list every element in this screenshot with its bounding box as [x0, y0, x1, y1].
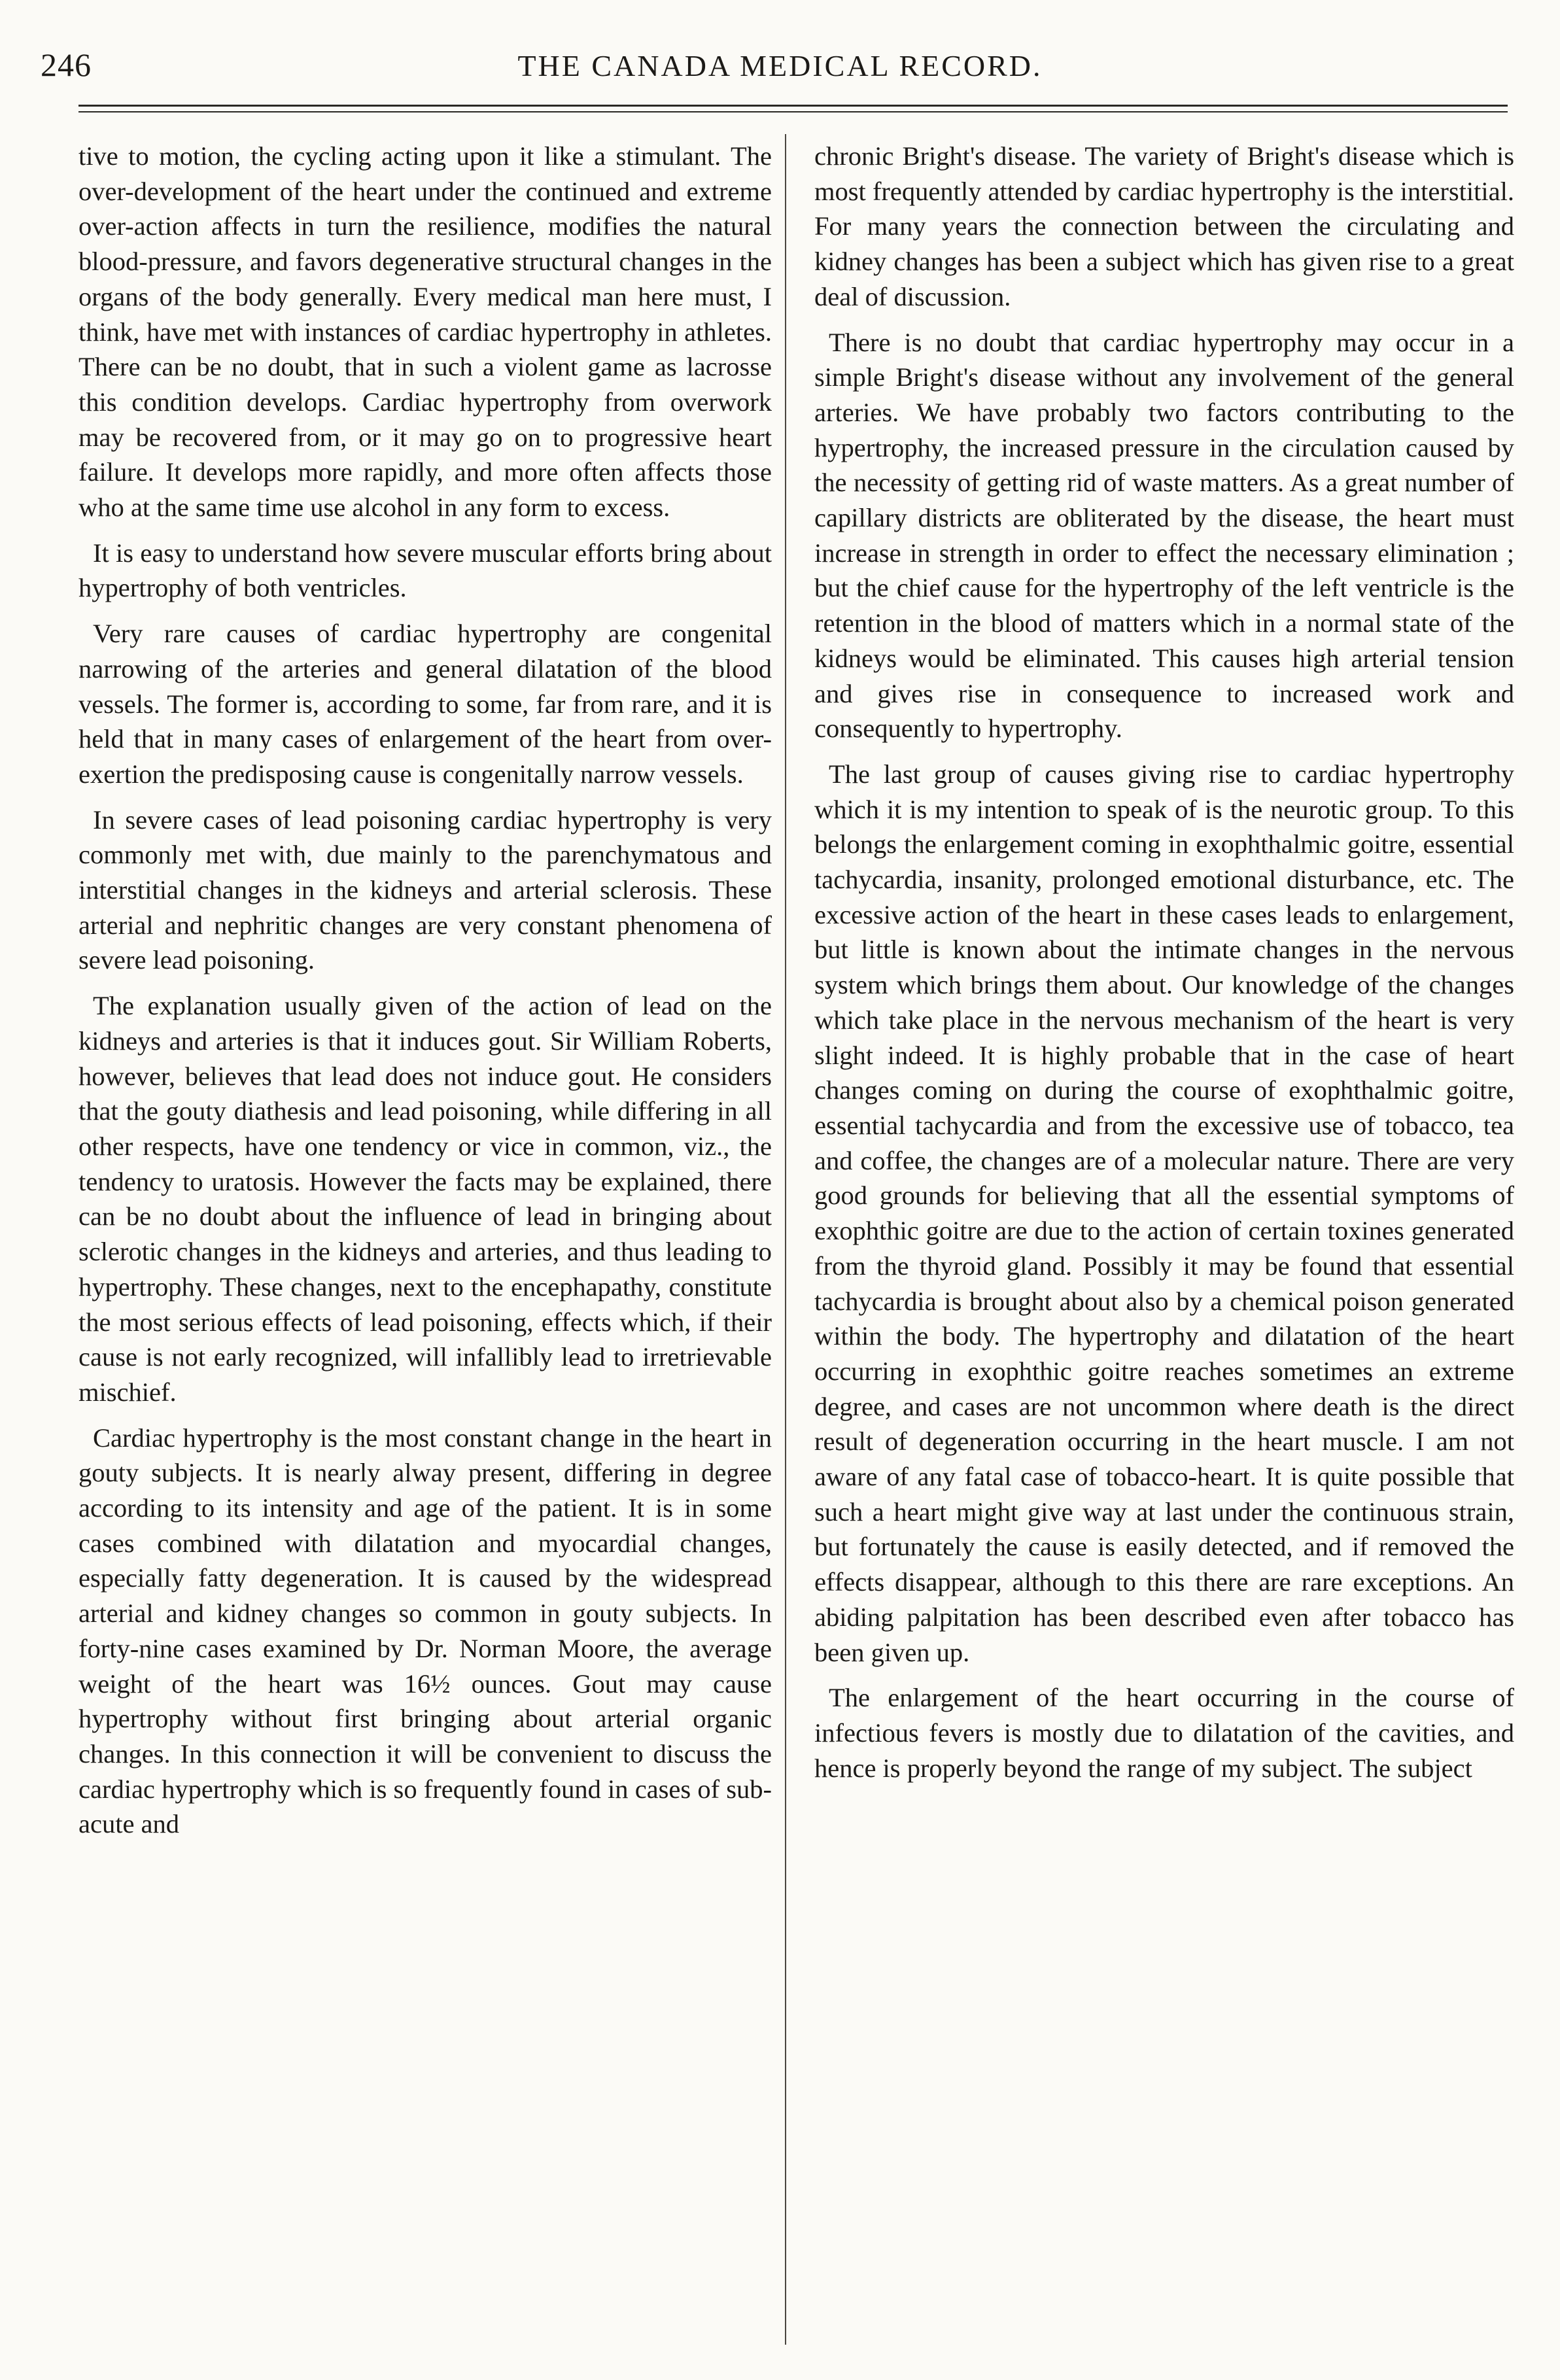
journal-title: THE CANADA MEDICAL RECORD. [517, 49, 1043, 82]
paragraph: The last group of causes giving rise to cardiac hypertrophy which it is my intention to speak of is the neurotic group. To this belongs the enlargement coming in exophthalmic goitre, essential tachycardia, insanity, prolonged emotional disturbance, etc. The excessive action of the heart in these cases leads to enlargement, but little is known about the intimate changes in the nervous system which brings them about. Our knowledge of the changes which take place in the nervous mechanism of the heart is very slight indeed. It is highly probable that in the case of heart changes coming on during the course of exophthalmic goitre, essential tachycardia and from the excessive use of tobacco, tea and coffee, the changes are of a molecular nature. There are very good grounds for believing that all the essential symptoms of exophthic goitre are due to the action of certain toxines generated from the thyroid gland. Possibly it may be found that essential tachycardia is brought about also by a chemical poison generated within the body. The hypertrophy and dilatation of the heart occurring in exophthic goitre reaches sometimes an extreme degree, and cases are not uncommon where death is the direct result of degeneration occurring in the heart muscle. I am not aware of any fatal case of tobacco-heart. It is quite possible that such a heart might give way at last under the continuous strain, but fortunately the cause is easily detected, and if removed the effects disappear, although to this there are rare exceptions. An abiding palpitation has been described even after tobacco has been given up. [814, 759, 1514, 1667]
right-column [814, 139, 1514, 2343]
page-header [39, 46, 1521, 92]
paragraph: Cardiac hypertrophy is the most constant change in the heart in gouty subjects. It is nearly alway present, differing in degree according to its intensity and age of the patient. It is in some cases combined with dilatation and myocardial changes, especially fatty degeneration. It is caused by the widespread arterial and kidney changes so common in gouty subjects. In forty-nine cases examined by Dr. Norman Moore, the average weight of the heart was 16½ ounces. Gout may cause hypertrophy without first bringing about arterial organic changes. In this connection it will be convenient to discuss the cardiac hypertrophy which is so frequently found in cases of sub-acute and [78, 1423, 772, 1839]
paragraph: tive to motion, the cycling acting upon it like a stimulant. The over-development of the heart under the continued and extreme over-action affects in turn the resilience, modifies the natural blood-pressure, and favors degenerative structural changes in the organs of the body generally. Every medical man here must, I think, have met with instances of cardiac hypertrophy in athletes. There can be no doubt, that in such a violent game as lacrosse this condition develops. Cardiac hypertrophy from overwork may be recovered from, or it may go on to progressive heart failure. It develops more rapidly, and more often affects those who at the same time use alcohol in any form to excess. [78, 141, 772, 523]
paragraph: Very rare causes of cardiac hypertrophy are congenital narrowing of the arteries and general dilatation of the blood vessels. The former is, according to some, far from rare, and it is held that in many cases of enlargement of the heart from over-exertion the predisposing cause is congenitally narrow vessels. [78, 619, 772, 789]
paragraph: There is no doubt that cardiac hypertrophy may occur in a simple Bright's disease without any involvement of the general arteries. We have probably two factors contributing to the hypertrophy, the increased pressure in the circulation caused by the necessity of getting rid of waste matters. As a great number of capillary districts are obliterated by the disease, the heart must increase in strength in order to effect the necessary elimination ; but the chief cause for the hypertrophy of the left ventricle is the retention in the blood of matters which in a normal state of the kidneys would be eliminated. This causes high arterial tension and gives rise in consequence to increased work and consequently to hypertrophy. [814, 327, 1514, 744]
left-column [78, 139, 772, 2343]
paragraph: In severe cases of lead poisoning cardiac hypertrophy is very commonly met with, due mainly to the parenchymatous and interstitial changes in the kidneys and arterial sclerosis. These arterial and nephritic changes are very constant phenomena of severe lead poisoning. [78, 804, 772, 975]
paragraph: chronic Bright's disease. The variety of Bright's disease which is most frequently attended by cardiac hypertrophy is the interstitial. For many years the connection between the circulating and kidney changes has been a subject which has given rise to a great deal of discussion. [814, 141, 1514, 311]
paragraph: It is easy to understand how severe muscular efforts bring about hypertrophy of both ventricles. [78, 538, 772, 603]
paragraph: The enlargement of the heart occurring in the course of infectious fevers is mostly due to dilatation of the cavities, and hence is properly beyond the range of my subject. The subject [814, 1683, 1514, 1783]
column-divider [785, 134, 786, 2345]
page-number: 246 [41, 46, 92, 83]
paragraph: The explanation usually given of the action of lead on the kidneys and arteries is that it induces gout. Sir William Roberts, however, believes that lead does not induce gout. He considers that the gouty diathesis and lead poisoning, while differing in all other respects, have one tendency or vice in common, viz., the tendency to uratosis. However the facts may be explained, there can be no doubt about the influence of lead in bringing about sclerotic changes in the kidneys and arteries, and thus leading to hypertrophy. These changes, next to the encephapathy, constitute the most serious effects of lead poisoning, effects which, if their cause is not early recognized, will infallibly lead to irretrievable mischief. [78, 991, 772, 1407]
header-rule [78, 105, 1508, 107]
header-rule-thin [78, 111, 1508, 112]
